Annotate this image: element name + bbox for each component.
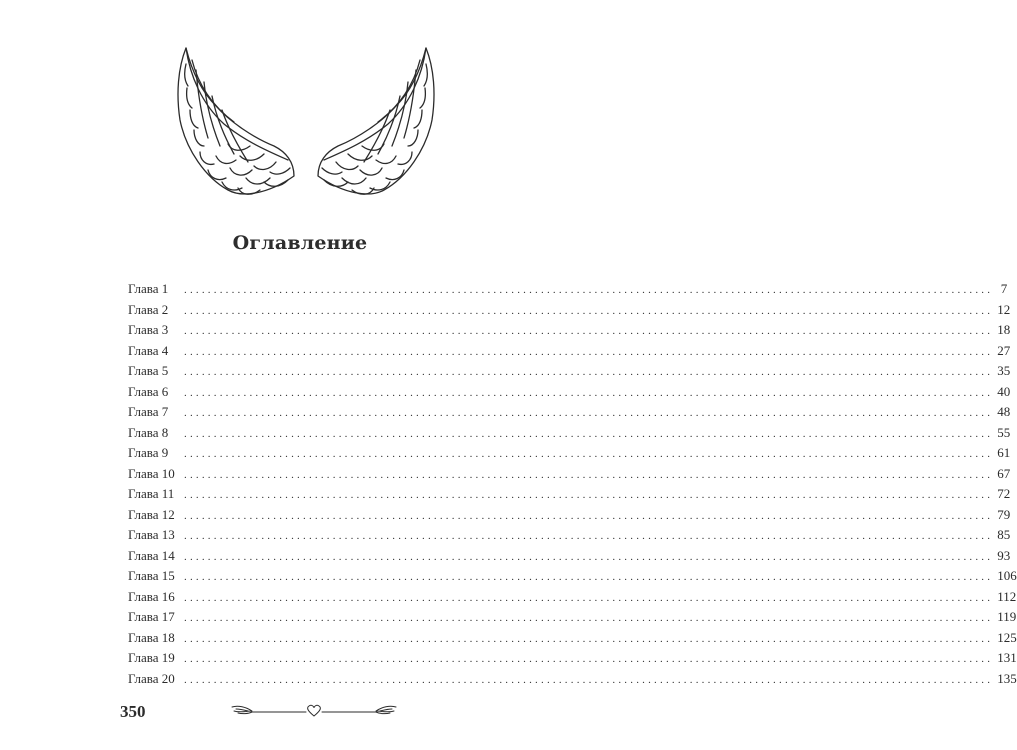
toc-entry-label: Глава 5 — [128, 363, 169, 378]
toc-entry[interactable] — [128, 588, 1017, 610]
toc-entry-page: 93 — [997, 547, 1011, 563]
toc-entry[interactable] — [128, 650, 1017, 671]
toc-entry[interactable] — [128, 424, 1011, 446]
toc-entry-page: 35 — [997, 363, 1011, 378]
toc-entry-label: Глава 13 — [128, 527, 175, 542]
toc-leader-dots: ........................................................................................................................................ — [184, 530, 994, 542]
toc-leader-dots: ........................................................................................................................................ — [184, 304, 994, 317]
toc-entry-page: 12 — [997, 301, 1011, 317]
toc-leader-dots: ........................................................................................................................................ — [184, 571, 994, 583]
toc-entry[interactable] — [128, 547, 1011, 569]
toc-leader-dots: ........................................................................................................................................ — [184, 345, 994, 358]
toc-leader-dots: ........................................................................................................................................ — [184, 591, 994, 604]
table-of-contents — [128, 281, 1017, 691]
toc-leader-dots: ........................................................................................................................................ — [184, 284, 994, 296]
toc-entry-label: Глава 18 — [128, 629, 175, 645]
toc-entry-page: 27 — [997, 342, 1011, 358]
toc-entry[interactable] — [128, 322, 1011, 343]
toc-entry-label: Глава 9 — [128, 445, 169, 460]
toc-entry[interactable] — [128, 609, 1017, 630]
toc-entry-label: Глава 8 — [128, 424, 169, 440]
toc-leader-dots: ........................................................................................................................................ — [184, 489, 994, 501]
toc-entry-page: 112 — [997, 588, 1017, 604]
toc-entry-page: 72 — [997, 486, 1011, 501]
toc-entry-page: 106 — [997, 568, 1017, 583]
toc-entry[interactable] — [128, 670, 1017, 692]
toc-entry[interactable] — [128, 465, 1011, 487]
toc-leader-dots: ........................................................................................................................................ — [184, 632, 994, 645]
toc-entry[interactable] — [128, 568, 1017, 589]
toc-entry[interactable] — [128, 445, 1011, 466]
toc-leader-dots: ........................................................................................................................................ — [184, 612, 994, 624]
toc-entry-page: 61 — [997, 445, 1011, 460]
toc-leader-dots: ........................................................................................................................................ — [184, 407, 994, 419]
toc-entry-page: 55 — [997, 424, 1011, 440]
page-number: 350 — [120, 702, 146, 721]
toc-leader-dots: ........................................................................................................................................ — [184, 468, 994, 481]
angel-wings-icon — [172, 42, 440, 214]
toc-entry-label: Глава 1 — [128, 281, 169, 296]
toc-entry-label: Глава 10 — [128, 465, 175, 481]
toc-entry-page: 40 — [997, 383, 1011, 399]
toc-leader-dots: ........................................................................................................................................ — [184, 653, 994, 665]
toc-leader-dots: ........................................................................................................................................ — [184, 509, 994, 522]
toc-entry-label: Глава 20 — [128, 670, 175, 686]
wings-heart-divider-icon — [228, 699, 400, 721]
toc-entry-label: Глава 19 — [128, 650, 175, 665]
toc-entry[interactable] — [128, 629, 1017, 651]
toc-entry-label: Глава 12 — [128, 506, 175, 522]
toc-leader-dots: ........................................................................................................................................ — [184, 427, 994, 440]
toc-entry-label: Глава 6 — [128, 383, 169, 399]
toc-entry-page: 18 — [997, 322, 1011, 337]
toc-leader-dots: ........................................................................................................................................ — [184, 325, 994, 337]
toc-entry-page: 135 — [997, 670, 1017, 686]
toc-entry-page: 79 — [997, 506, 1011, 522]
toc-leader-dots: ........................................................................................................................................ — [184, 386, 994, 399]
toc-leader-dots: ........................................................................................................................................ — [184, 448, 994, 460]
toc-entry-page: 48 — [997, 404, 1011, 419]
toc-entry[interactable] — [128, 486, 1011, 507]
toc-entry[interactable] — [128, 342, 1011, 364]
toc-entry-label: Глава 2 — [128, 301, 169, 317]
toc-entry-label: Глава 11 — [128, 486, 175, 501]
toc-entry-label: Глава 3 — [128, 322, 169, 337]
toc-leader-dots: ........................................................................................................................................ — [184, 673, 994, 686]
toc-entry-label: Глава 7 — [128, 404, 169, 419]
toc-entry-label: Глава 15 — [128, 568, 175, 583]
toc-entry[interactable] — [128, 383, 1011, 405]
toc-entry[interactable] — [128, 404, 1011, 425]
toc-entry[interactable] — [128, 527, 1011, 548]
toc-entry-page: 131 — [997, 650, 1017, 665]
toc-entry-label: Глава 14 — [128, 547, 175, 563]
toc-entry-page: 119 — [997, 609, 1017, 624]
toc-entry[interactable] — [128, 281, 1008, 302]
toc-entry-page: 125 — [997, 629, 1017, 645]
toc-entry-label: Глава 16 — [128, 588, 175, 604]
page-title: Оглавление — [232, 232, 368, 254]
toc-leader-dots: ........................................................................................................................................ — [184, 366, 994, 378]
toc-entry-page: 67 — [997, 465, 1011, 481]
toc-leader-dots: ........................................................................................................................................ — [184, 550, 994, 563]
toc-entry-label: Глава 4 — [128, 342, 169, 358]
toc-entry[interactable] — [128, 363, 1011, 384]
toc-entry-label: Глава 17 — [128, 609, 175, 624]
toc-entry[interactable] — [128, 301, 1011, 323]
toc-entry-page: 85 — [997, 527, 1011, 542]
toc-entry-page: 7 — [1000, 281, 1008, 296]
toc-entry[interactable] — [128, 506, 1011, 528]
